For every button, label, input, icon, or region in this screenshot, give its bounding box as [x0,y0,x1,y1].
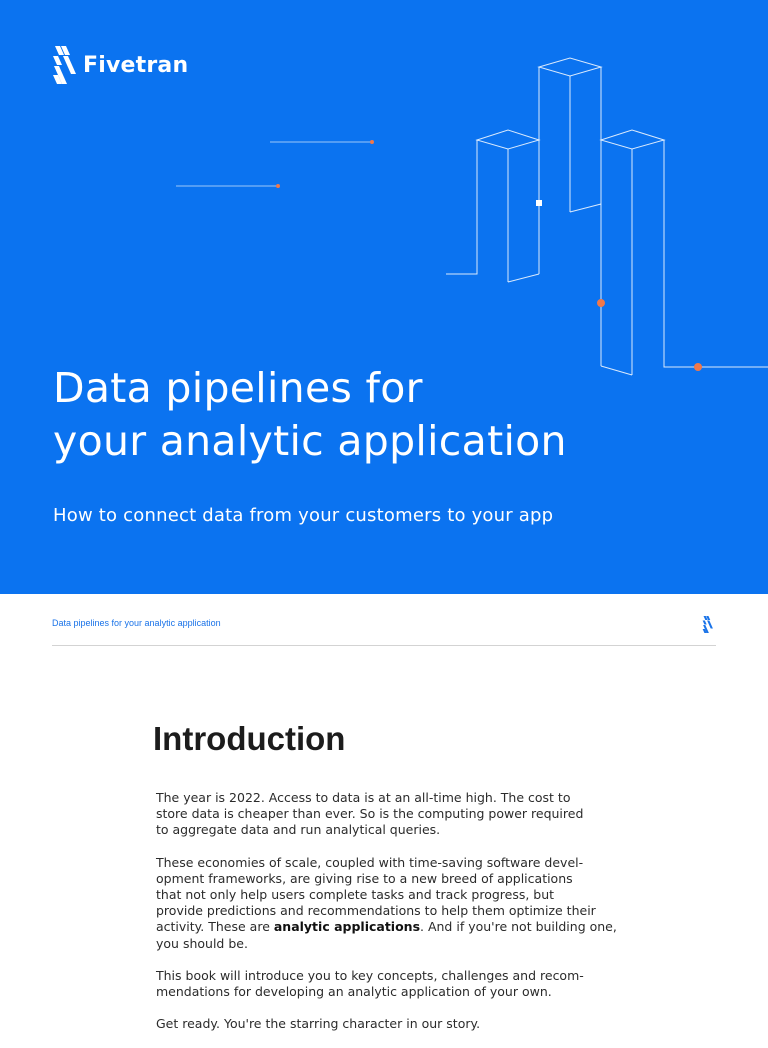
text-line: These economies of scale, coupled with time-saving software devel- [156,854,584,870]
cover-title [53,362,567,468]
tower-right [601,130,664,149]
pipeline-dot-2 [276,184,280,188]
paragraph-4 [156,1016,626,1032]
text-line: that not only help users complete tasks and track progress, but [156,887,555,903]
text-line: opment frameworks, are giving rise to a new breed of applications [156,870,573,886]
paragraph-2 [156,855,626,952]
tower-left [446,140,477,274]
node-square [536,200,542,206]
text-line: provide predictions and recommendations to help them optimize their [156,903,596,919]
text-line: The year is 2022. Access to data is at an all-time high. The cost to [156,790,571,805]
text-run: activity. These are [156,919,274,935]
fivetran-small-logo-icon [702,616,714,633]
header-divider [52,645,716,646]
intro-page [0,594,768,1032]
text-line: mendations for developing an analytic application of your own. [156,984,552,1000]
tower-middle [539,58,601,76]
paragraph-1 [156,790,626,839]
running-header: Data pipelines for your analytic application [52,618,221,628]
text-line-with-emphasis [156,919,626,935]
cover-title-line-1: Data pipelines for [53,364,423,412]
brand-name: Fivetran [83,52,189,78]
cover-title-line-2: your analytic application [53,417,567,465]
accent-dot-1 [597,299,605,307]
accent-dot-2 [694,363,702,371]
section-heading: Introduction [153,720,346,757]
paragraph-3 [156,968,626,1000]
text-line: Get ready. You're the starring character in our story. [156,1016,481,1032]
text-line: you should be. [156,935,248,951]
text-line: store data is cheaper than ever. So is the computing power required [156,806,584,822]
pipeline-dot-1 [370,140,374,144]
text-line: to aggregate data and run analytical queries. [156,822,441,838]
cover-subtitle: How to connect data from your customers to your app [53,505,554,526]
text-line: This book will introduce you to key concepts, challenges and recom- [156,967,584,983]
emphasis-analytic-applications: analytic applications [273,919,421,935]
text-run: . And if you're not building one, [420,919,617,935]
body-text [156,790,626,1048]
